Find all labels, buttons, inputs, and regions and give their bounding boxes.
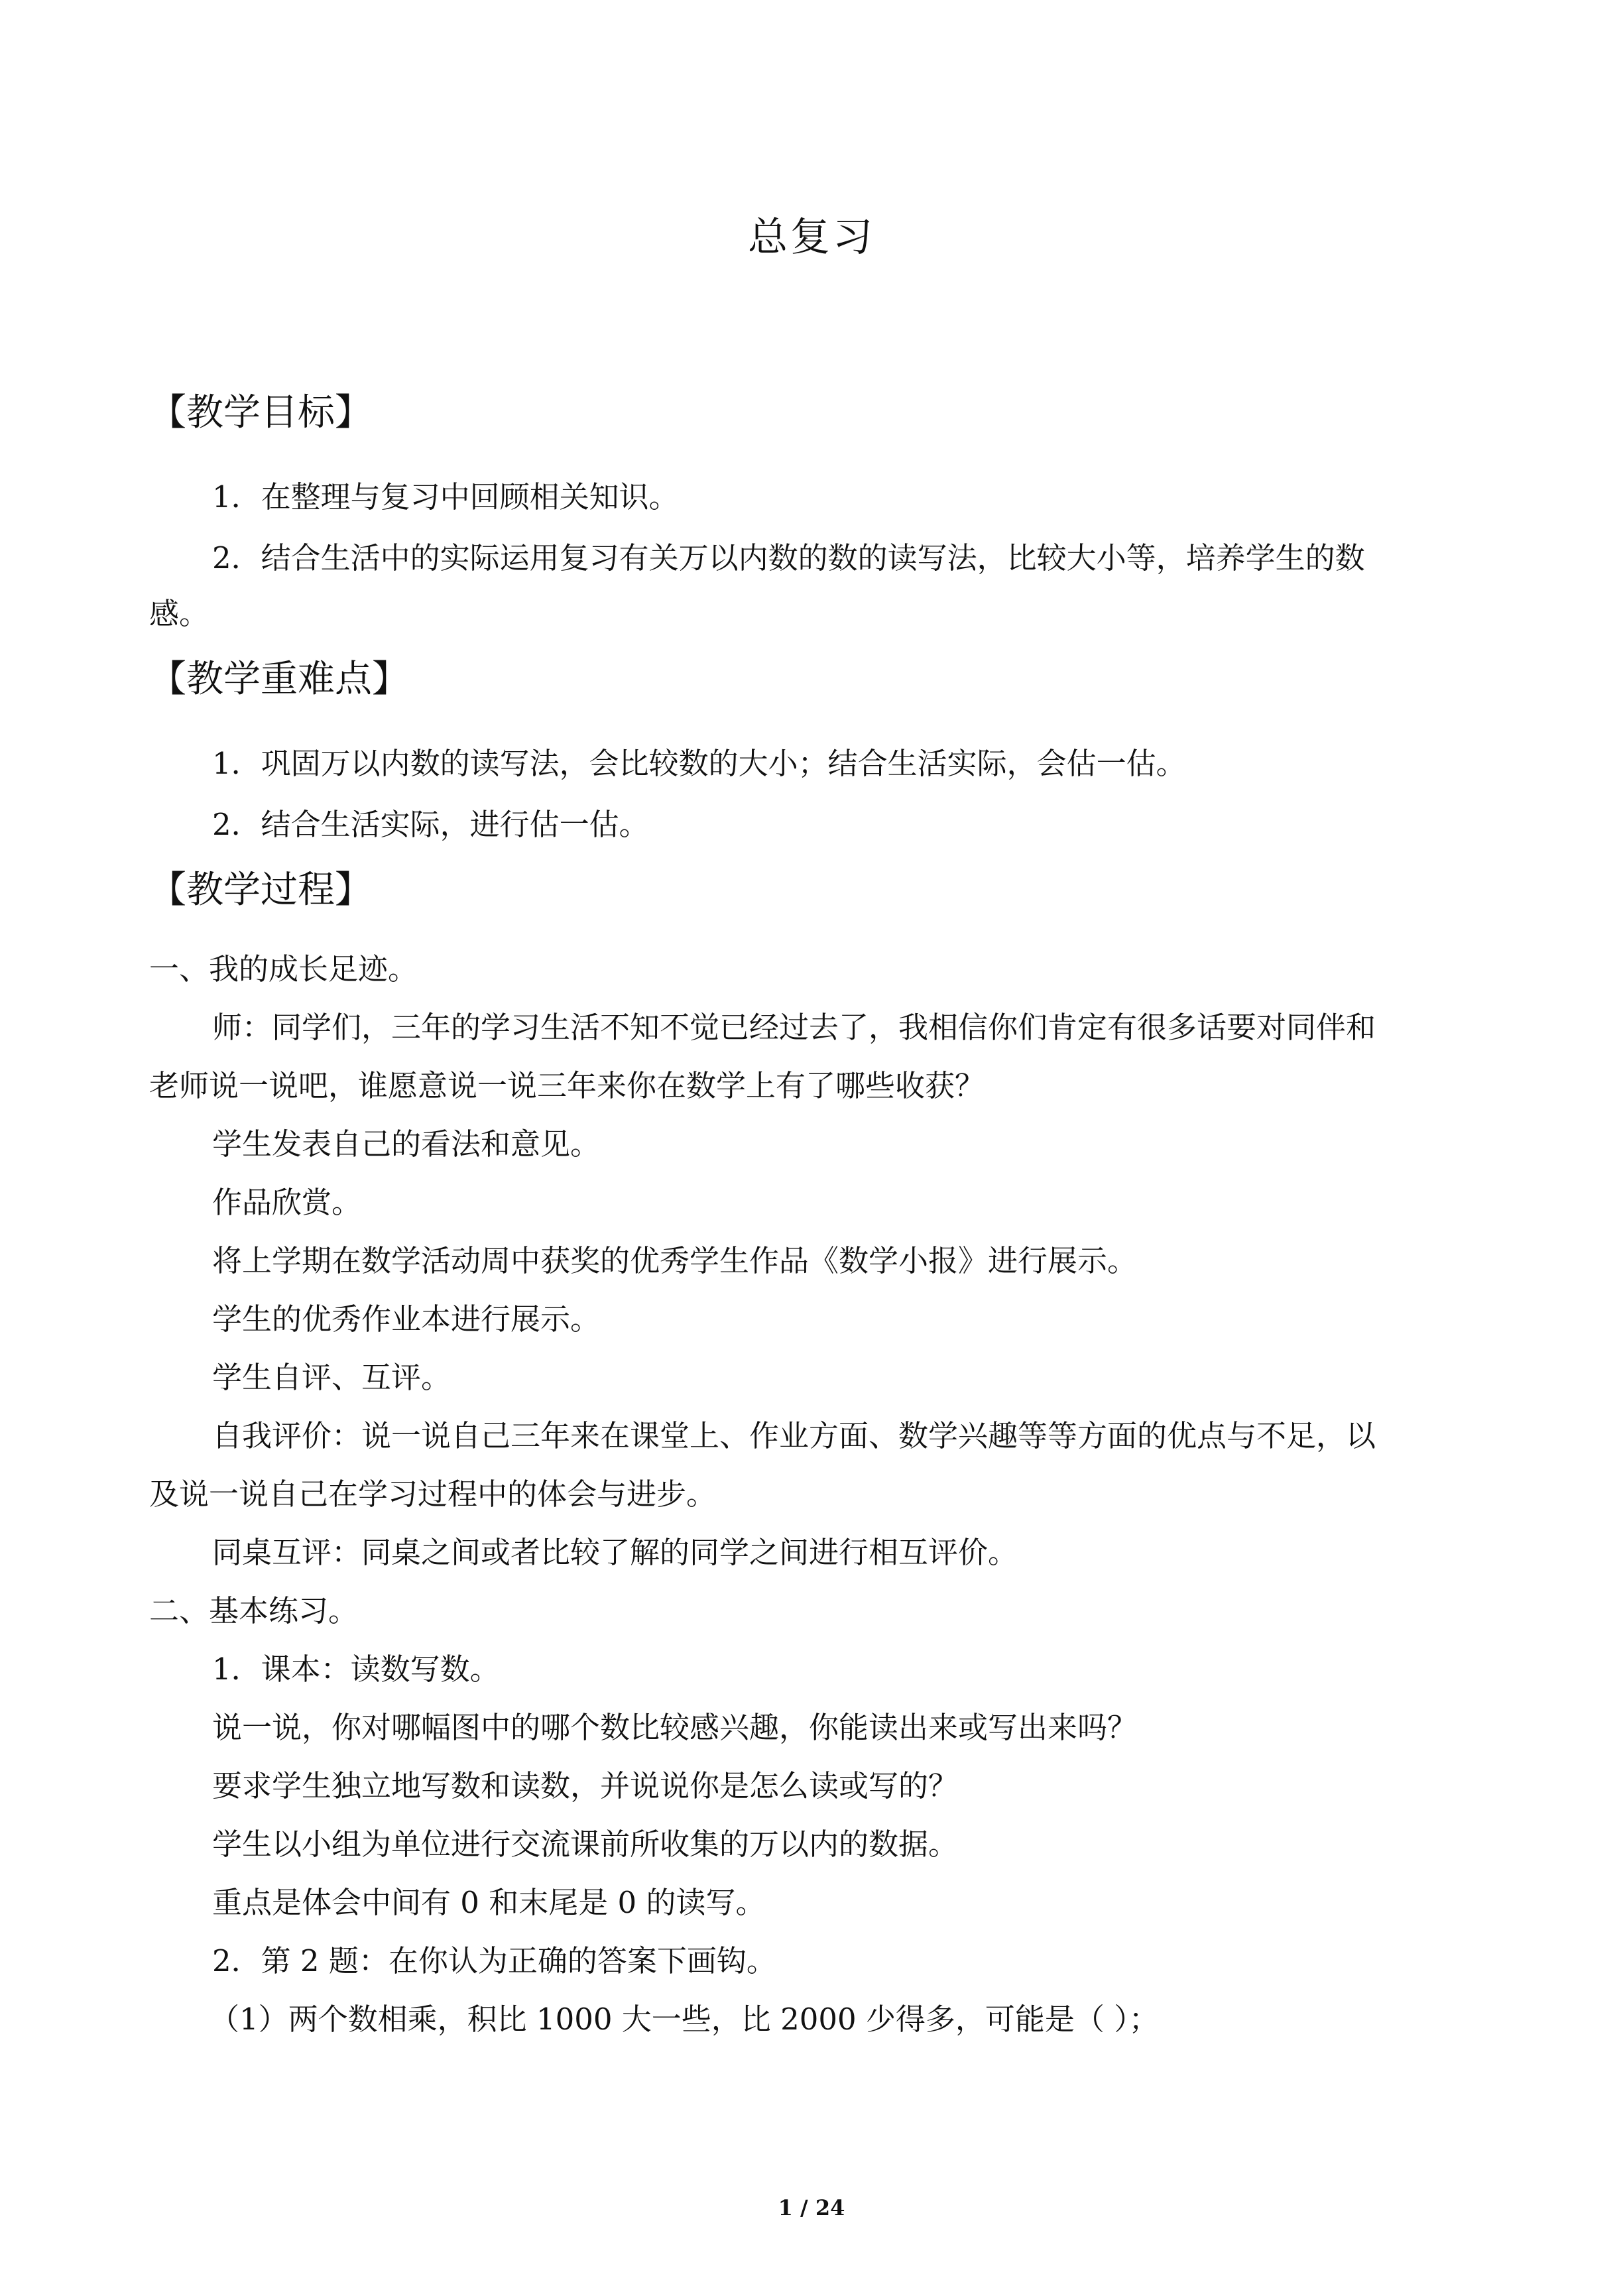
process-paragraph: 同桌互评：同桌之间或者比较了解的同学之间进行相互评价。 — [212, 1535, 1018, 1570]
key-point-item-2: 2．结合生活实际，进行估一估。 — [212, 807, 649, 842]
process-paragraph-continued: 及说一说自己在学习过程中的体会与进步。 — [149, 1477, 717, 1512]
section-heading-process: 【教学过程】 — [149, 869, 372, 912]
process-paragraph: 重点是体会中间有 0 和末尾是 0 的读写。 — [212, 1885, 766, 1920]
process-question: （1）两个数相乘，积比 1000 大一些，比 2000 少得多，可能是（ ）； — [210, 2002, 1159, 2037]
process-paragraph: 学生发表自己的看法和意见。 — [212, 1126, 601, 1162]
document-title: 总复习 — [748, 214, 875, 261]
process-paragraph: 自我评价：说一说自己三年来在课堂上、作业方面、数学兴趣等等方面的优点与不足，以 — [212, 1418, 1376, 1453]
process-paragraph: 2．第 2 题：在你认为正确的答案下画钩。 — [212, 1943, 776, 1978]
key-point-item-1: 1．巩固万以内数的读写法，会比较数的大小；结合生活实际，会估一估。 — [212, 746, 1186, 781]
process-paragraph: 将上学期在数学活动周中获奖的优秀学生作品《数学小报》进行展示。 — [212, 1243, 1138, 1278]
process-paragraph: 学生自评、互评。 — [212, 1360, 451, 1395]
objective-item-1: 1．在整理与复习中回顾相关知识。 — [212, 479, 679, 514]
process-part-2-title: 二、基本练习。 — [149, 1593, 359, 1628]
section-heading-objectives: 【教学目标】 — [149, 391, 372, 434]
process-paragraph: 说一说，你对哪幅图中的哪个数比较感兴趣，你能读出来或写出来吗？ — [212, 1710, 1138, 1745]
process-paragraph: 学生的优秀作业本进行展示。 — [212, 1301, 601, 1337]
process-paragraph: 师：同学们，三年的学习生活不知不觉已经过去了，我相信你们肯定有很多话要对同伴和 — [212, 1010, 1376, 1045]
objective-item-2-continued: 感。 — [149, 596, 210, 631]
process-paragraph: 要求学生独立地写数和读数，并说说你是怎么读或写的？ — [212, 1768, 959, 1803]
page-number: 1 / 24 — [778, 2195, 845, 2220]
process-paragraph-continued: 老师说一说吧，谁愿意说一说三年来你在数学上有了哪些收获？ — [149, 1068, 985, 1103]
process-paragraph: 学生以小组为单位进行交流课前所收集的万以内的数据。 — [212, 1827, 959, 1862]
section-heading-key-points: 【教学重难点】 — [149, 658, 409, 701]
process-paragraph: 1．课本：读数写数。 — [212, 1652, 500, 1687]
process-paragraph: 作品欣赏。 — [212, 1185, 362, 1220]
process-part-1-title: 一、我的成长足迹。 — [149, 951, 418, 987]
objective-item-2: 2．结合生活中的实际运用复习有关万以内数的数的读写法，比较大小等，培养学生的数 — [212, 540, 1365, 575]
